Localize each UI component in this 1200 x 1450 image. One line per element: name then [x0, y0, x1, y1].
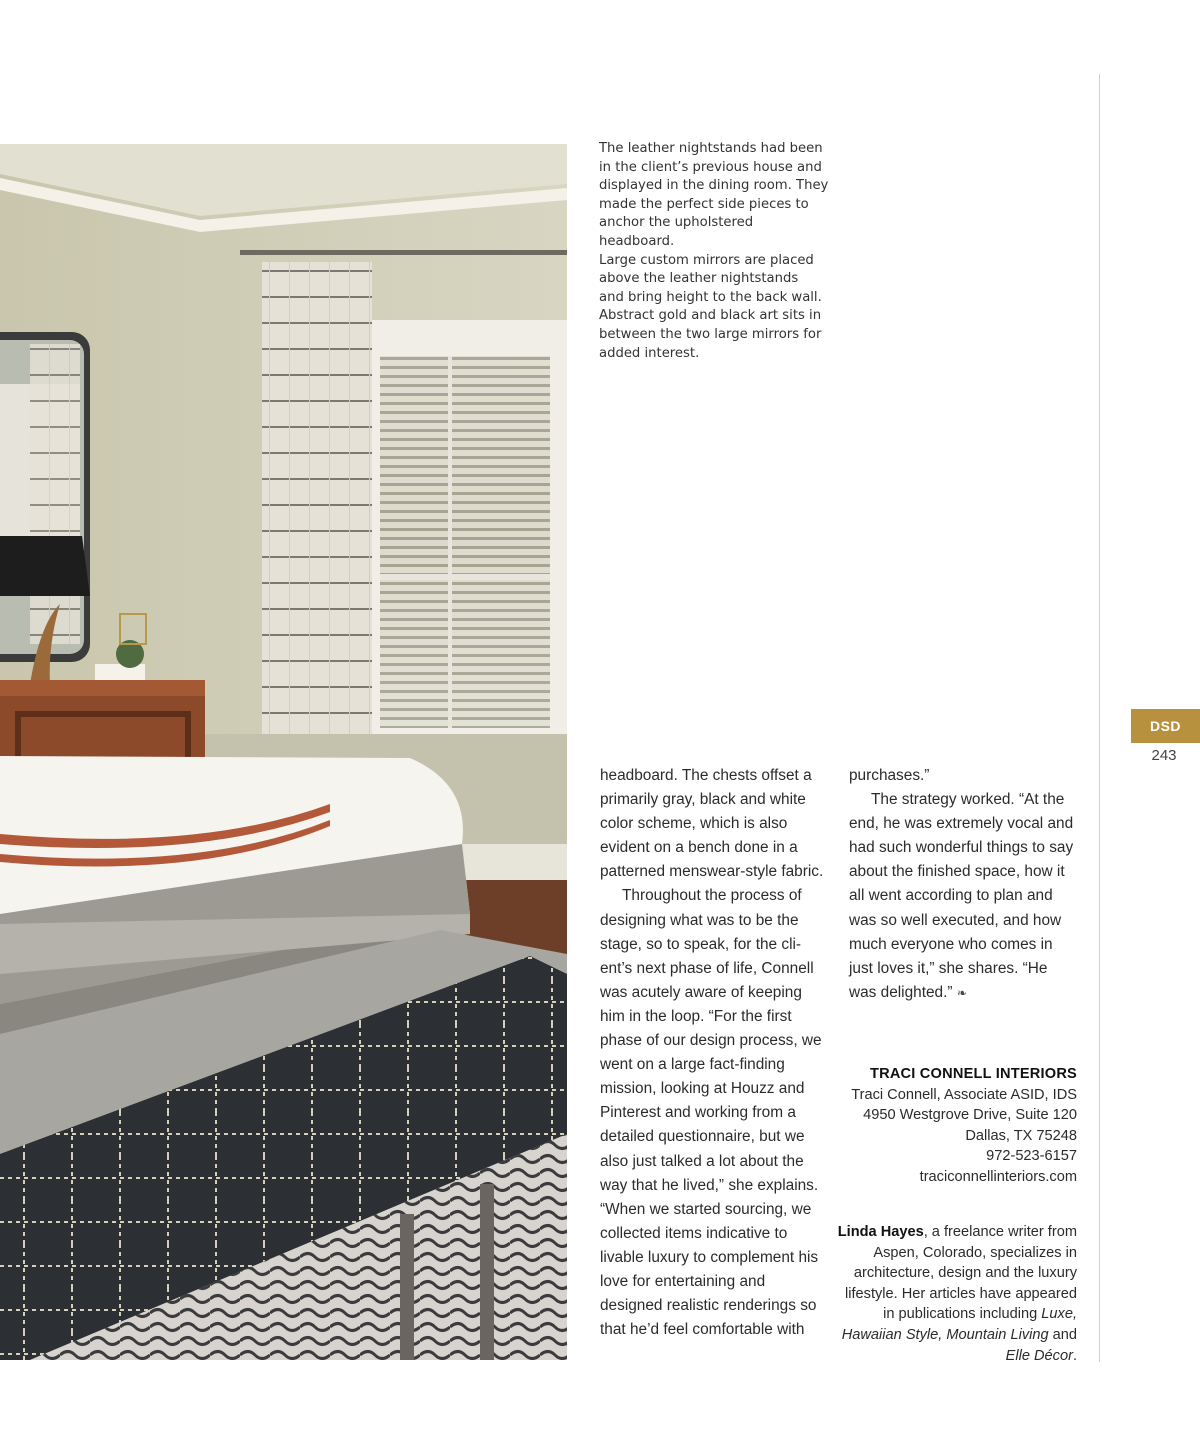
- bio-text: and: [1048, 1326, 1077, 1343]
- website-link[interactable]: traciconnellinteriors.com: [919, 1168, 1077, 1185]
- designer-credits: [830, 1064, 1077, 1188]
- firm-name: TRACI CONNELL INTERIORS: [869, 1066, 1077, 1082]
- article-column-2: [849, 764, 1077, 1005]
- article-column-1: [600, 764, 826, 1342]
- article-paragraph: Throughout the process of designing what was to be the stage, so to speak, for the cli-ent’s next phase of life, Connell was acutely aware of keeping him in the loop. “For the first phase of our design process, we went on a large fact-finding mission, looking at Houzz and Pinterest and working from a detailed questionnaire, but we also just talked a lot about the way that he lived,” she explains. “When we started sourcing, we collected items indicative to livable luxury to complement his love for entertaining and designed realistic renderings so that he’d feel comfortable with: [600, 887, 822, 1339]
- address-line-1: 4950 Westgrove Drive, Suite 120: [863, 1107, 1077, 1124]
- photo-caption: The leather nightstands had been in the client’s previous house and displayed in the dining room. They made the perfect side pieces to anchor the upholstered headboard. Large custom mirrors are placed above the leather nightstands and bring height to the back wall. Abstract gold and black art sits in between the two large mirrors for added interest.: [599, 141, 829, 361]
- article-paragraph: headboard. The chests offset a primarily gray, black and white color scheme, which is also evident on a bench done in a patterned menswear-style fabric.: [600, 767, 824, 881]
- phone-number: 972-523-6157: [986, 1148, 1077, 1165]
- margin-rule: [1099, 74, 1100, 1362]
- end-mark-icon: ❧: [956, 985, 967, 1000]
- designer-name: Traci Connell, Associate ASID, IDS: [851, 1086, 1077, 1103]
- section-tab: DSD: [1131, 709, 1200, 743]
- article-paragraph-text: The strategy worked. “At the end, he was extremely vocal and had such wonderful things to say about the finished space, how it all went according to plan and was so well executed, and how much everyone who comes in just loves it,” she shares. “He was delighted.”: [849, 791, 1074, 1001]
- bedroom-photo: [0, 144, 567, 1360]
- author-name: Linda Hayes: [837, 1224, 924, 1240]
- bio-publication-last: Elle Décor: [1005, 1347, 1073, 1364]
- bio-text: .: [1072, 1347, 1077, 1364]
- author-bio: [830, 1222, 1077, 1366]
- address-line-2: Dallas, TX 75248: [965, 1127, 1077, 1144]
- article-paragraph: [849, 788, 1077, 1005]
- bio-publications: Luxe, Hawaiian Style, Mountain Living: [841, 1306, 1077, 1343]
- page-number: 243: [1151, 747, 1177, 764]
- article-paragraph: purchases.”: [849, 767, 930, 784]
- bio-text: , a freelance writer from Aspen, Colorado, specializes in architecture, design and the luxury lifestyle. Her articles have appeared in publications including: [845, 1224, 1077, 1323]
